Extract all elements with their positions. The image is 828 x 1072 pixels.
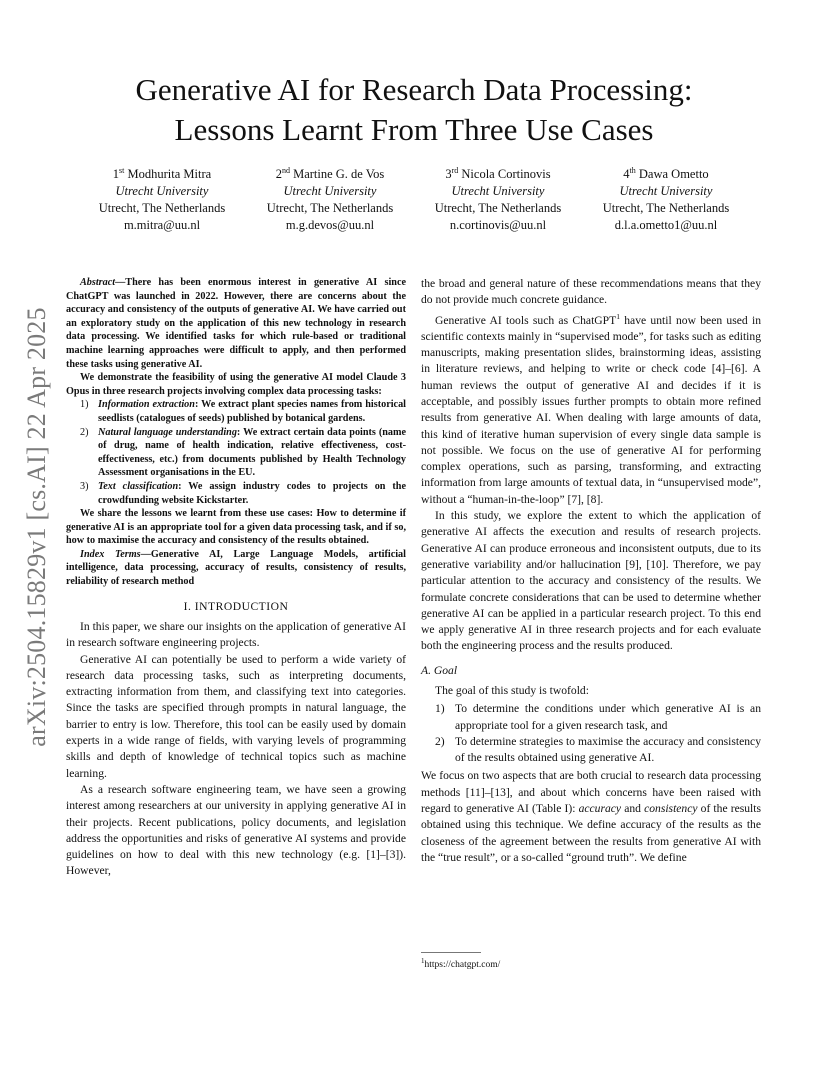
- paragraph-text: and: [621, 802, 645, 816]
- author-name: Dawa Ometto: [638, 167, 709, 182]
- author-affiliation: Utrecht University: [115, 184, 209, 199]
- list-item: [66, 398, 406, 425]
- index-terms-text: —Generative AI, Large Language Models, artificial intelligence, data processing, accuracy of results, consistency of results, reliability of research method: [66, 548, 406, 588]
- introduction-body: [66, 619, 406, 880]
- arxiv-identifier: [22, 292, 52, 762]
- author-email: n.cortinovis@uu.nl: [449, 218, 547, 233]
- footnote-divider: [421, 952, 481, 953]
- footnote-number: 1: [421, 957, 425, 965]
- list-number: 2): [435, 734, 445, 748]
- abstract-label: Abstract: [80, 277, 116, 288]
- goal-list: [421, 701, 761, 766]
- author-location: Utrecht, The Netherlands: [434, 201, 562, 216]
- author-ordinal-sup: nd: [281, 166, 290, 175]
- author-email: d.l.a.ometto1@uu.nl: [614, 218, 718, 233]
- goal-intro: The goal of this study is twofold:: [435, 683, 589, 697]
- list-number: 2): [80, 426, 89, 438]
- right-paragraph-2: [421, 309, 761, 508]
- right-paragraph-4: [421, 768, 761, 866]
- arxiv-identifier-text: arXiv:2504.15829v1 [cs.AI] 22 Apr 2025: [22, 307, 51, 747]
- list-text: To determine the conditions under which generative AI is an appropriate tool for a given research task, and: [455, 702, 761, 732]
- list-text: [98, 398, 406, 425]
- index-terms: [66, 548, 406, 589]
- list-number: 1): [435, 702, 445, 716]
- author-name: Nicola Cortinovis: [461, 167, 551, 182]
- footnote: [421, 957, 500, 970]
- author-ordinal: 2: [275, 167, 282, 182]
- right-paragraph-1: the broad and general nature of these recommendations means that they do not provide much concrete guidance.: [421, 277, 761, 307]
- list-item: [66, 426, 406, 480]
- author-name-line: [78, 162, 246, 183]
- right-column-body: [421, 276, 761, 866]
- abstract-paragraph-2: We demonstrate the feasibility of using the generative AI model Claude 3 Opus in three research projects involving complex data processing tasks:: [66, 372, 406, 397]
- author-email: m.g.devos@uu.nl: [285, 218, 375, 233]
- paper-title: [60, 70, 768, 150]
- author-ordinal: 1: [112, 167, 120, 182]
- section-heading-introduction: I. INTRODUCTION: [183, 599, 289, 613]
- intro-paragraph-2: Generative AI can potentially be used to perform a wide variety of research data processing tasks, such as interpreting documents, extracting information from them, and classifying text into categories. Since the tasks are specified through prompts in natural language, the barrier to entry is low. Therefore, this tool can be easily used by domain experts in a wide range of fields, with varying levels of programming skills and depth of knowledge of technical topics such as machine learning.: [66, 652, 406, 780]
- list-text: [98, 480, 406, 507]
- list-term: Natural language understanding: [98, 426, 237, 438]
- author-name: Martine G. de Vos: [293, 167, 385, 182]
- author-name-line: [414, 162, 582, 183]
- emphasis-accuracy: accuracy: [578, 802, 622, 816]
- paragraph-text: have until now been used in scientific contexts mainly in “supervised mode”, for tasks such as editing manuscripts, making presentation slides, brainstorming ideas, assisting in literature reviews, and helping to write or check code [4]–[6]. A human reviews the output of generative AI and decides if it is acceptable, and possibly issues further prompts to obtain more refined results from generative AI. When dealing with large amounts of data, this kind of iterative human supervision of every single data sample is not possible. We focus on the use of generative AI for performing complex operations, such as parsing, transforming, and extracting information from large amounts of textual data, in “unsupervised mode”, without a “human-in-the-loop” [7], [8].: [421, 313, 762, 506]
- author-ordinal-sup: th: [629, 166, 636, 175]
- right-column: [421, 276, 761, 866]
- abstract-task-list: [66, 398, 406, 507]
- list-item: [66, 480, 406, 507]
- author-name-line: [246, 162, 414, 183]
- paragraph-text: of the results obtained using this technique. We define accuracy of the results as the closeness of the agreement between the results from generative AI with the “true result”, or a so-called “ground truth”. We define: [421, 802, 761, 864]
- list-number: 1): [80, 399, 89, 411]
- subsection-heading-goal: A. Goal: [421, 663, 458, 677]
- list-description: : We extract certain data points (name of drug, name of health indication, relative effectiveness, cost-effectiveness, etc.) from documents published by Health Technology Assessment organisations in the EU.: [98, 426, 406, 479]
- abstract-text: —There has been enormous interest in generative AI since ChatGPT was launched in 2022. However, there are concerns about the accuracy and consistency of the outputs of generative AI. We have carried out an exploratory study on the application of this new technology in research data processing. We identified tasks for which rule-based or traditional machine learning approaches were difficult to apply, and then performed these tasks using generative AI.: [66, 277, 406, 370]
- list-description: : We assign industry codes to projects on the crowdfunding website Kickstarter.: [98, 480, 406, 506]
- author-block: [78, 162, 750, 234]
- title-line-1: Generative AI for Research Data Processing:: [135, 72, 693, 107]
- list-text: To determine strategies to maximise the accuracy and consistency of the results obtained using generative AI.: [455, 734, 761, 765]
- title-line-2: Lessons Learnt From Three Use Cases: [174, 112, 654, 147]
- paragraph-text: We focus on two aspects that are both crucial to research data processing methods [11]–[13], and about which concerns have been raised with regard to generative AI (Table I):: [421, 769, 761, 816]
- footnote-link[interactable]: https://chatgpt.com/: [424, 960, 501, 971]
- abstract-paragraph-3: We share the lessons we learnt from these use cases: How to determine if generative AI is an appropriate tool for a given data processing task, and if so, how to maximise the accuracy and consistency of the results obtained.: [66, 508, 406, 547]
- author-affiliation: Utrecht University: [451, 184, 545, 199]
- intro-paragraph-1: In this paper, we share our insights on the application of generative AI in research software engineering projects.: [66, 619, 406, 650]
- list-description: : We extract plant species names from historical seedlists (catalogues of seeds) published by botanical gardens.: [98, 399, 406, 424]
- abstract-paragraph-1: [66, 276, 406, 371]
- author-location: Utrecht, The Netherlands: [98, 201, 226, 216]
- list-item: [421, 734, 761, 767]
- author-location: Utrecht, The Netherlands: [266, 201, 394, 216]
- author-location: Utrecht, The Netherlands: [602, 201, 730, 216]
- list-number: 3): [80, 480, 89, 492]
- emphasis-consistency: consistency: [644, 802, 698, 816]
- intro-paragraph-3: As a research software engineering team, we have seen a growing interest among researchers at our university in applying generative AI in their projects. Recent publications, policy documents, and legislation address the opportunities and risks of generative AI systems and provide guidelines on how to deal with this new technology (e.g. [1]–[3]). However,: [66, 782, 406, 878]
- list-term: Text classification: [98, 480, 179, 492]
- author-ordinal: 4: [623, 167, 630, 182]
- author-2: [246, 162, 414, 234]
- author-affiliation: Utrecht University: [619, 184, 713, 199]
- author-4: [582, 162, 750, 234]
- abstract: [66, 276, 406, 589]
- left-column: [66, 276, 406, 880]
- author-ordinal-sup: st: [119, 166, 125, 175]
- list-item: [421, 701, 761, 734]
- author-3: [414, 162, 582, 234]
- author-email: m.mitra@uu.nl: [123, 218, 201, 233]
- right-paragraph-3: In this study, we explore the extent to which the application of generative AI affects the execution and results of research projects. Generative AI can produce erroneous and inconsistent outputs, due to its generative variability and/or hallucination [9], [10]. Therefore, we pay particular attention to the accuracy and consistency of the results. We formulate concrete considerations that can be used to determine whether generative AI can be applied in a particular research project. To this end we apply generative AI in three research projects and for each evaluate both the engineering process and the results produced.: [421, 509, 761, 653]
- author-name: Modhurita Mitra: [127, 167, 212, 182]
- list-text: [98, 426, 406, 480]
- index-terms-label: Index Terms: [80, 548, 141, 560]
- footnote-marker: 1: [616, 311, 620, 321]
- author-ordinal-sup: rd: [451, 166, 459, 175]
- author-affiliation: Utrecht University: [283, 184, 377, 199]
- author-1: [78, 162, 246, 234]
- list-term: Information extraction: [98, 399, 195, 411]
- author-ordinal: 3: [445, 167, 452, 182]
- author-name-line: [582, 162, 750, 183]
- paragraph-text: Generative AI tools such as ChatGPT: [435, 313, 617, 327]
